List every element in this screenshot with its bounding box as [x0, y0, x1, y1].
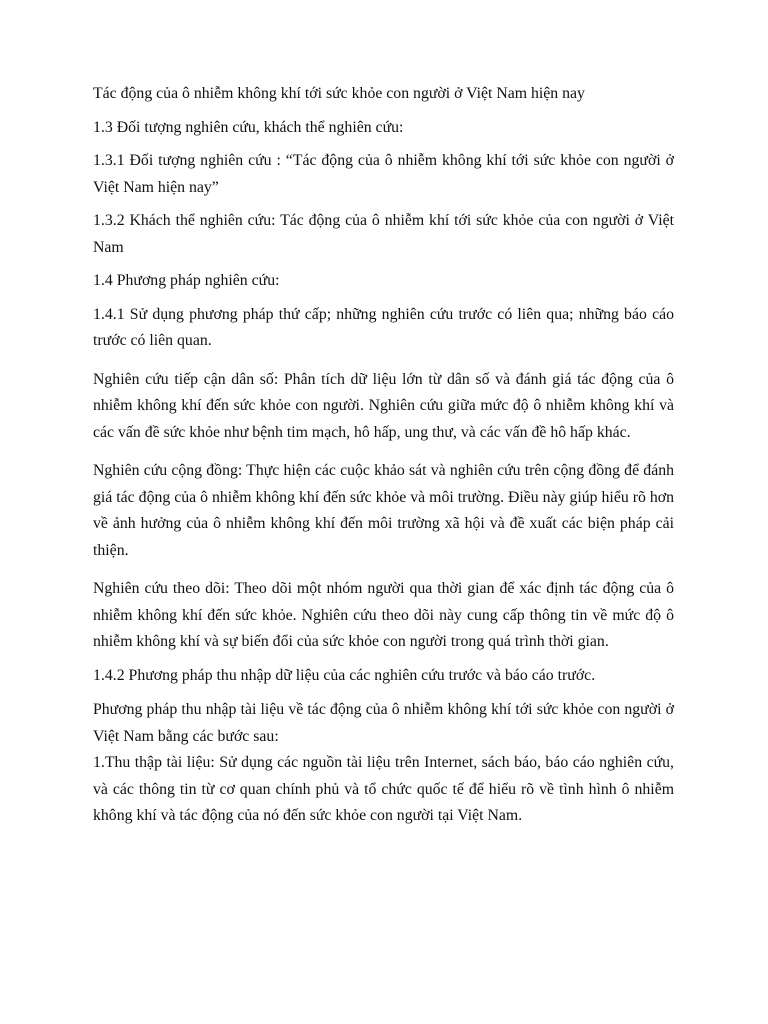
section-1-4-2-paragraph: 1.4.2 Phương pháp thu nhập dữ liệu của các nghiên cứu trước và báo cáo trước. — [93, 666, 596, 684]
section-1-3-1-paragraph: 1.3.1 Đối tượng nghiên cứu : “Tác động của ô nhiễm không khí tới sức khỏe con người ở Việt Nam hiện nay” — [93, 152, 674, 196]
follow-up-study-paragraph: Nghiên cứu theo dõi: Theo dõi một nhóm người qua thời gian để xác định tác động của ô nhiễm không khí đến sức khỏe. Nghiên cứu theo dõi này cung cấp thông tin về mức độ ô nhiễm không khí và sự biến đổi của sức khỏe con người trong quá trình thời gian. — [93, 580, 674, 650]
document-title-line: Tác động của ô nhiễm không khí tới sức khỏe con người ở Việt Nam hiện nay — [93, 85, 585, 102]
heading-1-4: 1.4 Phương pháp nghiên cứu: — [93, 272, 280, 289]
step-1-paragraph: 1.Thu thập tài liệu: Sử dụng các nguồn tài liệu trên Internet, sách báo, báo cáo nghiên cứu, và các thông tin từ cơ quan chính phủ và tổ chức quốc tế để hiểu rõ về tình hình ô nhiễm không khí và tác động của nó đến sức khỏe con người tại Việt Nam. — [93, 754, 674, 824]
community-study-paragraph: Nghiên cứu cộng đồng: Thực hiện các cuộc khảo sát và nghiên cứu trên cộng đồng để đánh giá tác động của ô nhiễm không khí đến sức khỏe và môi trường. Điều này giúp hiểu rõ hơn về ảnh hưởng của ô nhiễm không khí đến môi trường xã hội và đề xuất các biện pháp cải thiện. — [93, 462, 674, 559]
collection-method-paragraph: Phương pháp thu nhập tài liệu về tác động của ô nhiễm không khí tới sức khỏe con người ở Việt Nam bằng các bước sau: — [93, 701, 674, 745]
section-1-3-2-paragraph: 1.3.2 Khách thể nghiên cứu: Tác động của ô nhiễm khí tới sức khỏe của con người ở Việt Nam — [93, 212, 674, 256]
heading-1-3: 1.3 Đối tượng nghiên cứu, khách thể nghiên cứu: — [93, 118, 404, 136]
population-study-paragraph: Nghiên cứu tiếp cận dân số: Phân tích dữ liệu lớn từ dân số và đánh giá tác động của ô nhiễm không khí đến sức khỏe con người. Nghiên cứu giữa mức độ ô nhiễm không khí và các vấn đề sức khỏe như bệnh tim mạch, hô hấp, ung thư, và các vấn đề hô hấp khác. — [93, 370, 674, 441]
section-1-4-1-paragraph: 1.4.1 Sử dụng phương pháp thứ cấp; những nghiên cứu trước có liên qua; những báo cáo trước có liên quan. — [93, 305, 674, 349]
